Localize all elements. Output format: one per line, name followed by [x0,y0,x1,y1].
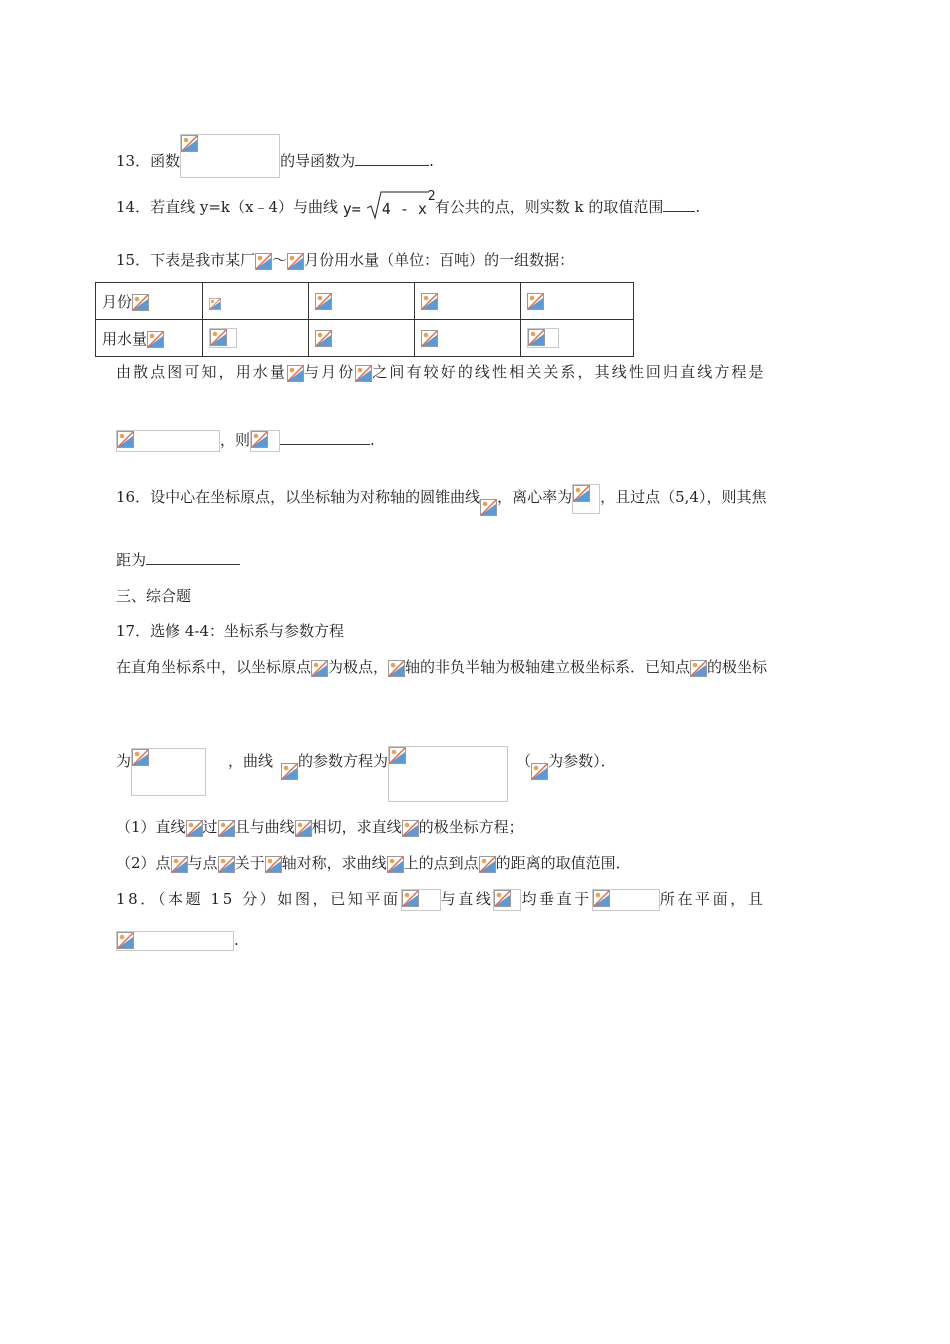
polar-coordinate-image [131,748,206,796]
table-cell [521,283,634,320]
q15-text: 15．下表是我市某厂 [116,251,256,269]
q18-text: 18．（本题 15 分）如图，已知平面 [116,890,401,908]
broken-image-icon [287,365,304,382]
q17-p2-text-6: 的距离的取值范围． [495,854,631,872]
broken-image-icon [255,253,272,270]
q15-text-2: 月份用水量（单位：百吨）的一组数据： [304,251,575,269]
broken-image-icon [527,293,544,310]
q17-part2 [116,852,631,874]
q17-p1-text-4: 相切，求直线 [311,818,402,836]
broken-image-icon [421,293,438,310]
broken-image-icon [387,856,404,873]
question-15 [116,249,574,271]
broken-image-icon [147,331,164,348]
formula-y: y= [342,200,361,218]
broken-image-icon [209,296,221,308]
q17-text-7: 的参数方程为 [298,752,389,770]
broken-image-icon [315,330,332,347]
q15-line2 [116,361,766,383]
formula-radicand: 4 - x [381,200,427,218]
broken-image-icon [572,484,600,514]
broken-image-icon [171,856,188,873]
broken-image-icon [355,365,372,382]
q16-text-4: 距为 [116,551,147,569]
broken-image-icon [181,135,198,152]
q17-p2-text-2: 与点 [187,854,218,872]
broken-image-icon [117,431,134,448]
q16-line2 [116,549,240,571]
broken-image-icon [218,856,235,873]
q18-line2 [116,929,239,951]
q17-text-6: ，曲线 [228,752,274,770]
q17-p1-text-2: 过 [202,818,218,836]
formula-image [180,134,280,178]
q18-text-3: 均垂直于 [521,890,592,908]
question-17-title: 17．选修 4-4：坐标系与参数方程 [116,622,345,640]
regression-formula-image [116,430,220,452]
broken-image-icon [116,931,234,951]
answer-blank[interactable] [355,150,429,166]
broken-image-icon [218,820,235,837]
broken-image-icon [132,749,149,766]
q13-text-2: 的导函数为 [280,152,356,170]
table-cell [96,320,203,357]
q17-p2-text: （2）点 [116,854,171,872]
water-usage-table [95,282,634,357]
section-heading: 三、综合题 [116,587,192,605]
q17-line1 [116,656,767,678]
q18-text-2: 与直线 [440,890,494,908]
q17-text-2: 为极点， [328,658,389,676]
q14-formula [342,189,436,218]
q16-text-2: ，离心率为 [497,488,573,506]
broken-image-icon [480,499,497,516]
broken-image-icon [186,820,203,837]
broken-image-icon [531,763,548,780]
q15-text-4: 与月份 [304,363,356,381]
q15-end: . [370,431,375,449]
broken-image-icon [493,889,521,911]
q17-text-4: 的极坐标 [707,658,768,676]
question-14 [116,190,700,218]
q15-text-3: 由散点图可知，用水量 [116,363,288,381]
table-cell [203,283,309,320]
table-cell [203,320,309,357]
q17-p2-text-3: 关于 [234,854,265,872]
broken-image-icon [315,293,332,310]
table-row [96,320,634,357]
q17-text-9: 为参数）． [548,752,616,770]
broken-image-icon [250,430,280,452]
q18-end: . [234,931,239,949]
broken-image-icon [265,856,282,873]
q13-text: 函数 [150,152,181,170]
row-label: 用水量 [102,329,148,348]
q15-tilde: ～ [272,251,288,269]
table-cell [96,283,203,320]
table-cell [309,283,415,320]
q17-p2-text-5: 上的点到点 [403,854,479,872]
table-cell [415,283,521,320]
q17-p1-text-5: 的极坐标方程； [418,818,524,836]
table-cell [415,320,521,357]
q16-text: 16．设中心在坐标原点，以坐标轴为对称轴的圆锥曲线 [116,488,481,506]
q15-text-6: ，则 [220,431,251,449]
q15-text-5: 之间有较好的线性相关关系，其线性回归直线方程是 [372,363,766,381]
answer-blank[interactable] [663,196,695,212]
question-13 [116,134,434,178]
q13-end: . [429,152,434,170]
q16-text-3: ，且过点（5,4），则其焦 [600,488,767,506]
broken-image-icon [690,660,707,677]
q17-p1-text-3: 且与曲线 [234,818,295,836]
q13-number: 13． [116,152,151,170]
q14-end: . [695,198,701,216]
question-18 [116,888,765,911]
question-16 [116,484,766,516]
broken-image-icon [401,889,441,911]
broken-image-icon [311,660,328,677]
broken-image-icon [209,328,237,348]
broken-image-icon [527,328,559,348]
broken-image-icon [421,330,438,347]
table-cell [309,320,415,357]
formula-exponent: 2 [427,189,436,204]
q17-p2-text-4: 轴对称，求曲线 [281,854,387,872]
q17-text-8: （ [516,752,532,770]
table-cell [521,320,634,357]
q17-p1-text: （1）直线 [116,818,186,836]
broken-image-icon [287,253,304,270]
broken-image-icon [388,660,405,677]
broken-image-icon [295,820,312,837]
q17-text-5: 为 [116,752,132,770]
q17-text-3: 轴的非负半轴为极轴建立极坐标系．已知点 [405,658,691,676]
q17-part1 [116,816,524,838]
q18-text-4: 所在平面，且 [659,890,766,908]
q17-text: 在直角坐标系中，以坐标原点 [116,658,312,676]
row-label: 月份 [102,292,133,311]
q14-text: 14．若直线 y=k（x﹣4）与曲线 [116,198,338,216]
broken-image-icon [389,747,406,764]
broken-image-icon [281,763,298,780]
table-row [96,283,634,320]
q15-line3 [116,429,375,452]
answer-blank[interactable] [146,549,240,565]
parametric-equation-image [388,746,508,802]
answer-blank[interactable] [280,429,370,445]
q17-line2 [116,746,616,802]
q14-text-2: 有公共的点，则实数 k 的取值范围 [434,198,664,216]
broken-image-icon [132,294,149,311]
broken-image-icon [402,820,419,837]
broken-image-icon [592,889,660,911]
broken-image-icon [479,856,496,873]
